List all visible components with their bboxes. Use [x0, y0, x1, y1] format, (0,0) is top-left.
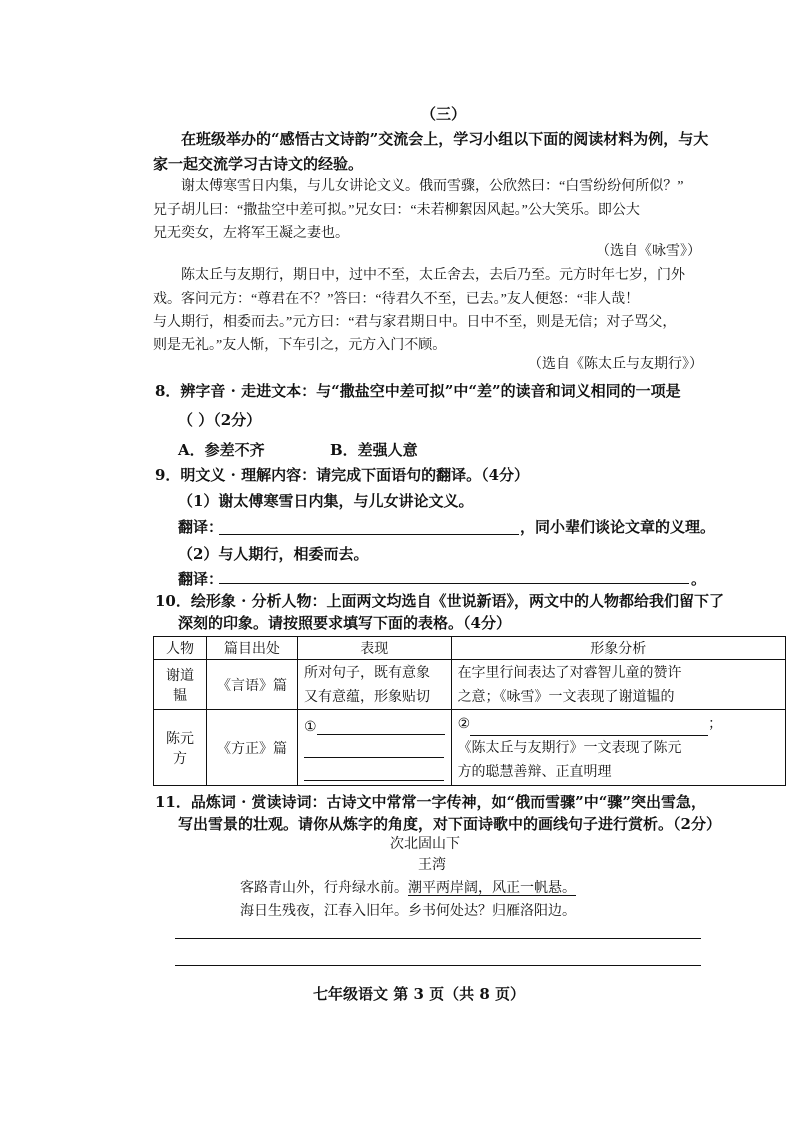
row2-person: 陈元方 — [154, 710, 207, 786]
poem-line-2: 海日生残夜，江春入旧年。乡书何处达？归雁洛阳边。 — [240, 904, 576, 919]
table-header-behavior: 表现 — [298, 637, 452, 660]
character-table — [153, 636, 786, 786]
row1-source: 《言语》篇 — [207, 660, 298, 710]
row1-behavior — [298, 660, 452, 710]
intro-line-1: 在班级举办的“感悟古文诗韵”交流会上，学习小组以下面的阅读材料为例，与大 — [181, 130, 709, 148]
row2-behavior-answer-line-3[interactable] — [304, 758, 444, 781]
passage1-source: （选自《咏雪》） — [596, 244, 701, 259]
row1-analysis-line-1: 在字里行间表达了对睿智儿童的赞许 — [457, 664, 682, 681]
q9-answer-line-2[interactable] — [219, 583, 689, 584]
passage1-line-2: 兄子胡儿曰：“撒盐空中差可拟。”兄女曰：“未若柳絮因风起。”公大笑乐。即公大 — [153, 203, 640, 218]
row2-analysis-end: ； — [708, 716, 723, 732]
section-heading: （三） — [421, 105, 467, 123]
row1-analysis-line-2: 之意；《咏雪》一文表现了谢道韫的 — [457, 688, 675, 705]
q10-stem-line-2: 深刻的印象。请按照要求填写下面的表格。（4分） — [178, 614, 511, 632]
row2-analysis-line-2: 《陈太丘与友期行》一文表现了陈元 — [457, 740, 682, 756]
passage2-line-3: 与人期行，相委而去。”元方曰：“君与家君期日中。日中不至，则是无信；对子骂父， — [153, 315, 677, 330]
row2-analysis-mark: ② — [457, 716, 471, 732]
q9-translation-tail-1: ，同小辈们谈论文章的义理。 — [520, 518, 716, 536]
q11-stem-line-1: 11．品炼词 · 赏读诗词：古诗文中常常一字传神，如“俄而雪骤”中“骤”突出雪急， — [155, 793, 707, 811]
q8-stem: 8．辨字音 · 走进文本：与“撒盐空中差可拟”中“差”的读音和词义相同的一项是 — [155, 382, 681, 400]
passage2-line-2: 戏。客问元方：“尊君在不？”答曰：“待君久不至，已去。”友人便怒：“非人哉！ — [153, 292, 640, 307]
passage1-line-3: 兄无奕女，左将军王凝之妻也。 — [153, 226, 349, 241]
table-row — [154, 710, 786, 786]
row1-behavior-line-2: 又有意蕴，形象贴切 — [304, 688, 430, 705]
row1-behavior-line-1: 所对句子，既有意象 — [304, 664, 430, 681]
row1-analysis — [451, 660, 785, 710]
q11-stem-line-2: 写出雪景的壮观。请你从炼字的角度，对下面诗歌中的画线句子进行赏析。（2分） — [178, 815, 721, 833]
page-footer: 七年级语文 第 3 页（共 8 页） — [313, 985, 525, 1003]
row2-behavior-answer-line-1[interactable] — [317, 712, 445, 735]
row2-behavior — [298, 710, 452, 786]
passage2-line-4: 则是无礼。”友人惭，下车引之，元方入门不顾。 — [153, 338, 447, 353]
table-header-row — [154, 637, 786, 660]
q10-stem-line-1: 10．绘形象 · 分析人物：上面两文均选自《世说新语》，两文中的人物都给我们留下了 — [155, 592, 725, 610]
row2-blank-mark: ① — [304, 719, 317, 735]
poem-line-1-part-a: 客路青山外，行舟绿水前。 — [240, 881, 408, 896]
row2-blank-1-wrap — [304, 712, 445, 735]
q9-item-1: （1）谢太傅寒雪日内集，与儿女讲论文义。 — [178, 492, 474, 510]
q11-answer-line-1[interactable] — [175, 938, 701, 939]
row2-analysis-line-3: 方的聪慧善辩、正直明理 — [457, 764, 612, 780]
q9-translation-tail-2: 。 — [691, 570, 707, 588]
poem-line-1 — [240, 879, 576, 899]
q9-item-2: （2）与人期行，相委而去。 — [178, 545, 369, 563]
row2-behavior-answer-line-2[interactable] — [304, 735, 444, 758]
q9-translation-label-1: 翻译： — [178, 518, 224, 536]
passage2-source: （选自《陈太丘与友期行》） — [528, 357, 703, 372]
intro-line-2: 家一起交流学习古诗文的经验。 — [153, 155, 364, 173]
poem-author: 王湾 — [418, 858, 446, 873]
table-header-person: 人物 — [154, 637, 207, 660]
row1-person: 谢道韫 — [154, 660, 207, 710]
table-header-analysis: 形象分析 — [451, 637, 785, 660]
table-header-source: 篇目出处 — [207, 637, 298, 660]
q9-answer-line-1[interactable] — [219, 534, 519, 535]
poem-underlined-line: 潮平两岸阔，风正一帆悬。 — [408, 881, 576, 896]
q11-answer-line-2[interactable] — [175, 965, 701, 966]
passage2-line-1: 陈太丘与友期行，期日中，过中不至，太丘舍去，去后乃至。元方时年七岁，门外 — [181, 268, 685, 283]
poem-title: 次北固山下 — [390, 836, 460, 852]
q8-option-a: A．参差不齐 — [178, 441, 265, 459]
q9-stem: 9．明文义 · 理解内容：请完成下面语句的翻译。（4分） — [155, 466, 530, 484]
passage1-line-1: 谢太傅寒雪日内集，与儿女讲论文义。俄而雪骤，公欣然曰：“白雪纷纷何所似？” — [181, 179, 684, 194]
q8-answer-bracket: （ ）（2分） — [178, 411, 262, 429]
q9-translation-label-2: 翻译： — [178, 570, 224, 588]
row2-source: 《方正》篇 — [207, 710, 298, 786]
row2-analysis — [451, 710, 785, 786]
row2-analysis-line-1 — [458, 712, 779, 736]
table-row — [154, 660, 786, 710]
row2-analysis-answer-line[interactable] — [470, 715, 708, 736]
q8-option-b: B．差强人意 — [330, 441, 418, 459]
